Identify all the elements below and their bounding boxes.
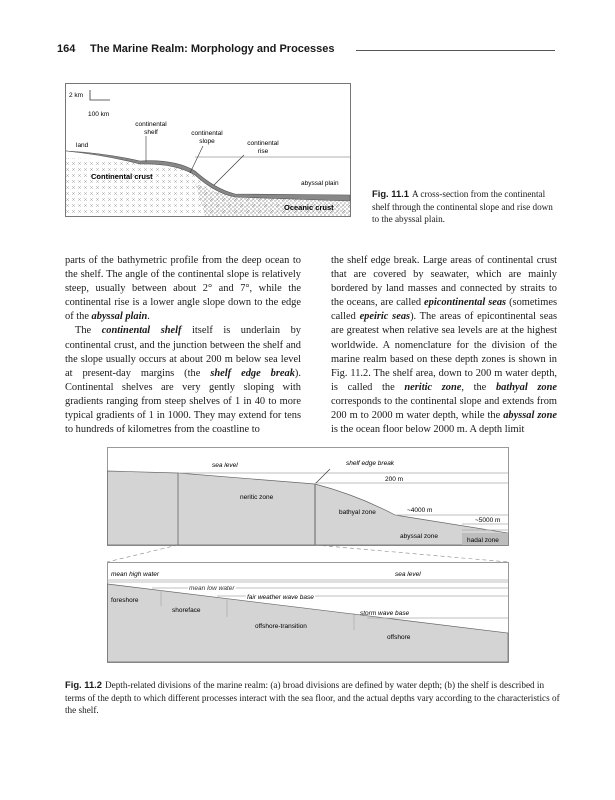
page-number: 164 bbox=[57, 43, 76, 55]
figure-11-2a-depth-zones bbox=[107, 447, 509, 546]
scale-horizontal-label: 100 km bbox=[88, 111, 110, 118]
caption-label: Fig. 11.1 bbox=[372, 188, 409, 199]
label-shoreface: shoreface bbox=[172, 607, 201, 614]
text-run: itself is underlain by continental crust, and the junction between the shelf and the slope usually occurs at about 200 m below sea level at present-day margins (the bbox=[65, 325, 301, 379]
caption-text: Depth-related divisions of the marine realm: (a) broad divisions are defined by water depth; (b) the shelf is described in terms of the depth to which different processes interact with the sea floor, and the actual depths vary according to the characteristics of the shelf. bbox=[65, 680, 560, 715]
body-text-right-column bbox=[331, 254, 557, 437]
paragraph bbox=[65, 254, 301, 324]
label-foreshore: foreshore bbox=[111, 597, 139, 604]
scale-vertical-label: 2 km bbox=[69, 92, 84, 99]
label-shelf-edge-break: shelf edge break bbox=[346, 460, 395, 467]
label-abyssal-plain: abyssal plain bbox=[301, 180, 339, 187]
label-land: land bbox=[76, 142, 89, 149]
figure-11-2b-shelf-processes bbox=[107, 562, 509, 663]
label-slope: slope bbox=[199, 138, 215, 145]
label-storm-wave-base: storm wave base bbox=[360, 610, 410, 617]
label-rise: rise bbox=[257, 148, 269, 155]
label-200m: 200 m bbox=[385, 476, 404, 483]
text-run: ). The areas of epicontinental seas are greatest when relative sea levels are at the highest worldwide. A nomenclature for the division of the marine realm based on these depth zones is shown in Fig. 11.2. The shelf area, down to 200 m water depth, is called the bbox=[331, 311, 557, 393]
label-offshore-transition: offshore-transition bbox=[255, 623, 307, 630]
key-term: epeiric seas bbox=[359, 311, 411, 323]
figure-11-1-cross-section bbox=[65, 83, 351, 217]
figure-11-1-caption bbox=[372, 188, 562, 226]
label-slope: continental bbox=[191, 130, 223, 137]
label-sea-level: sea level bbox=[395, 571, 421, 578]
key-term: epicontinental seas bbox=[424, 297, 507, 309]
label-bathyal-zone: bathyal zone bbox=[339, 509, 376, 516]
caption-text: A cross-section from the continental shelf through the continental slope and rise down to the abyssal plain. bbox=[372, 189, 553, 224]
label-mean-high-water: mean high water bbox=[111, 571, 160, 578]
label-rise: continental bbox=[247, 140, 279, 147]
label-continental-crust: Continental crust bbox=[91, 172, 153, 181]
label-abyssal-zone: abyssal zone bbox=[400, 533, 438, 540]
text-run: The bbox=[75, 325, 102, 337]
text-run: . bbox=[147, 311, 150, 323]
text-run: parts of the bathymetric profile from the deep ocean to the shelf. The angle of the continental slope is relatively steep, usually between about 2° and 7°, while the continental rise is a lower angle slope down to the edge of the bbox=[65, 255, 301, 323]
caption-label: Fig. 11.2 bbox=[65, 679, 102, 690]
zoom-connector-lines bbox=[107, 545, 509, 562]
body-text-left-column bbox=[65, 254, 301, 437]
label-hadal-zone: hadal zone bbox=[467, 537, 499, 544]
key-term: bathyal zone bbox=[495, 381, 557, 393]
label-offshore: offshore bbox=[387, 634, 411, 641]
label-4000m: ~4000 m bbox=[407, 507, 433, 514]
figure-11-2-caption bbox=[65, 679, 560, 717]
key-term: neritic zone bbox=[404, 381, 462, 393]
running-header: The Marine Realm: Morphology and Processes bbox=[90, 43, 335, 55]
key-term: abyssal plain bbox=[91, 311, 148, 323]
label-neritic-zone: neritic zone bbox=[240, 494, 274, 501]
label-oceanic-crust: Oceanic crust bbox=[284, 203, 334, 212]
label-shelf: shelf bbox=[144, 129, 158, 136]
key-term: shelf edge break bbox=[210, 367, 295, 379]
header-rule bbox=[356, 50, 555, 51]
text-run: , the bbox=[461, 381, 496, 393]
paragraph bbox=[331, 254, 557, 437]
paragraph bbox=[65, 324, 301, 437]
text-run: corresponds to the continental slope and extends from 200 m to 2000 m water depth, while the bbox=[331, 395, 557, 422]
text-run: ). Continental shelves are very gently sloping with gradients ranging from steep shelves of 1 in 40 to more typical gradients of 1 in 1000. They may extend for tens to hundreds of kilometres from the coastline to bbox=[65, 367, 301, 436]
text-run: (sometimes called bbox=[331, 297, 557, 323]
label-sea-level: sea level bbox=[212, 462, 238, 469]
key-term: continental shelf bbox=[101, 325, 182, 337]
key-term: abyssal zone bbox=[503, 410, 557, 422]
label-5000m: ~5000 m bbox=[475, 517, 501, 524]
label-shelf: continental bbox=[135, 121, 167, 128]
label-mean-low-water: mean low water bbox=[189, 585, 235, 592]
text-run: is the ocean floor below 2000 m. A depth limit bbox=[331, 424, 525, 436]
label-fair-weather-wave-base: fair weather wave base bbox=[247, 594, 314, 601]
text-run: the shelf edge break. Large areas of continental crust that are covered by seawater, which are mainly bordered by land masses and connected by straits to the oceans, are called bbox=[331, 255, 557, 309]
